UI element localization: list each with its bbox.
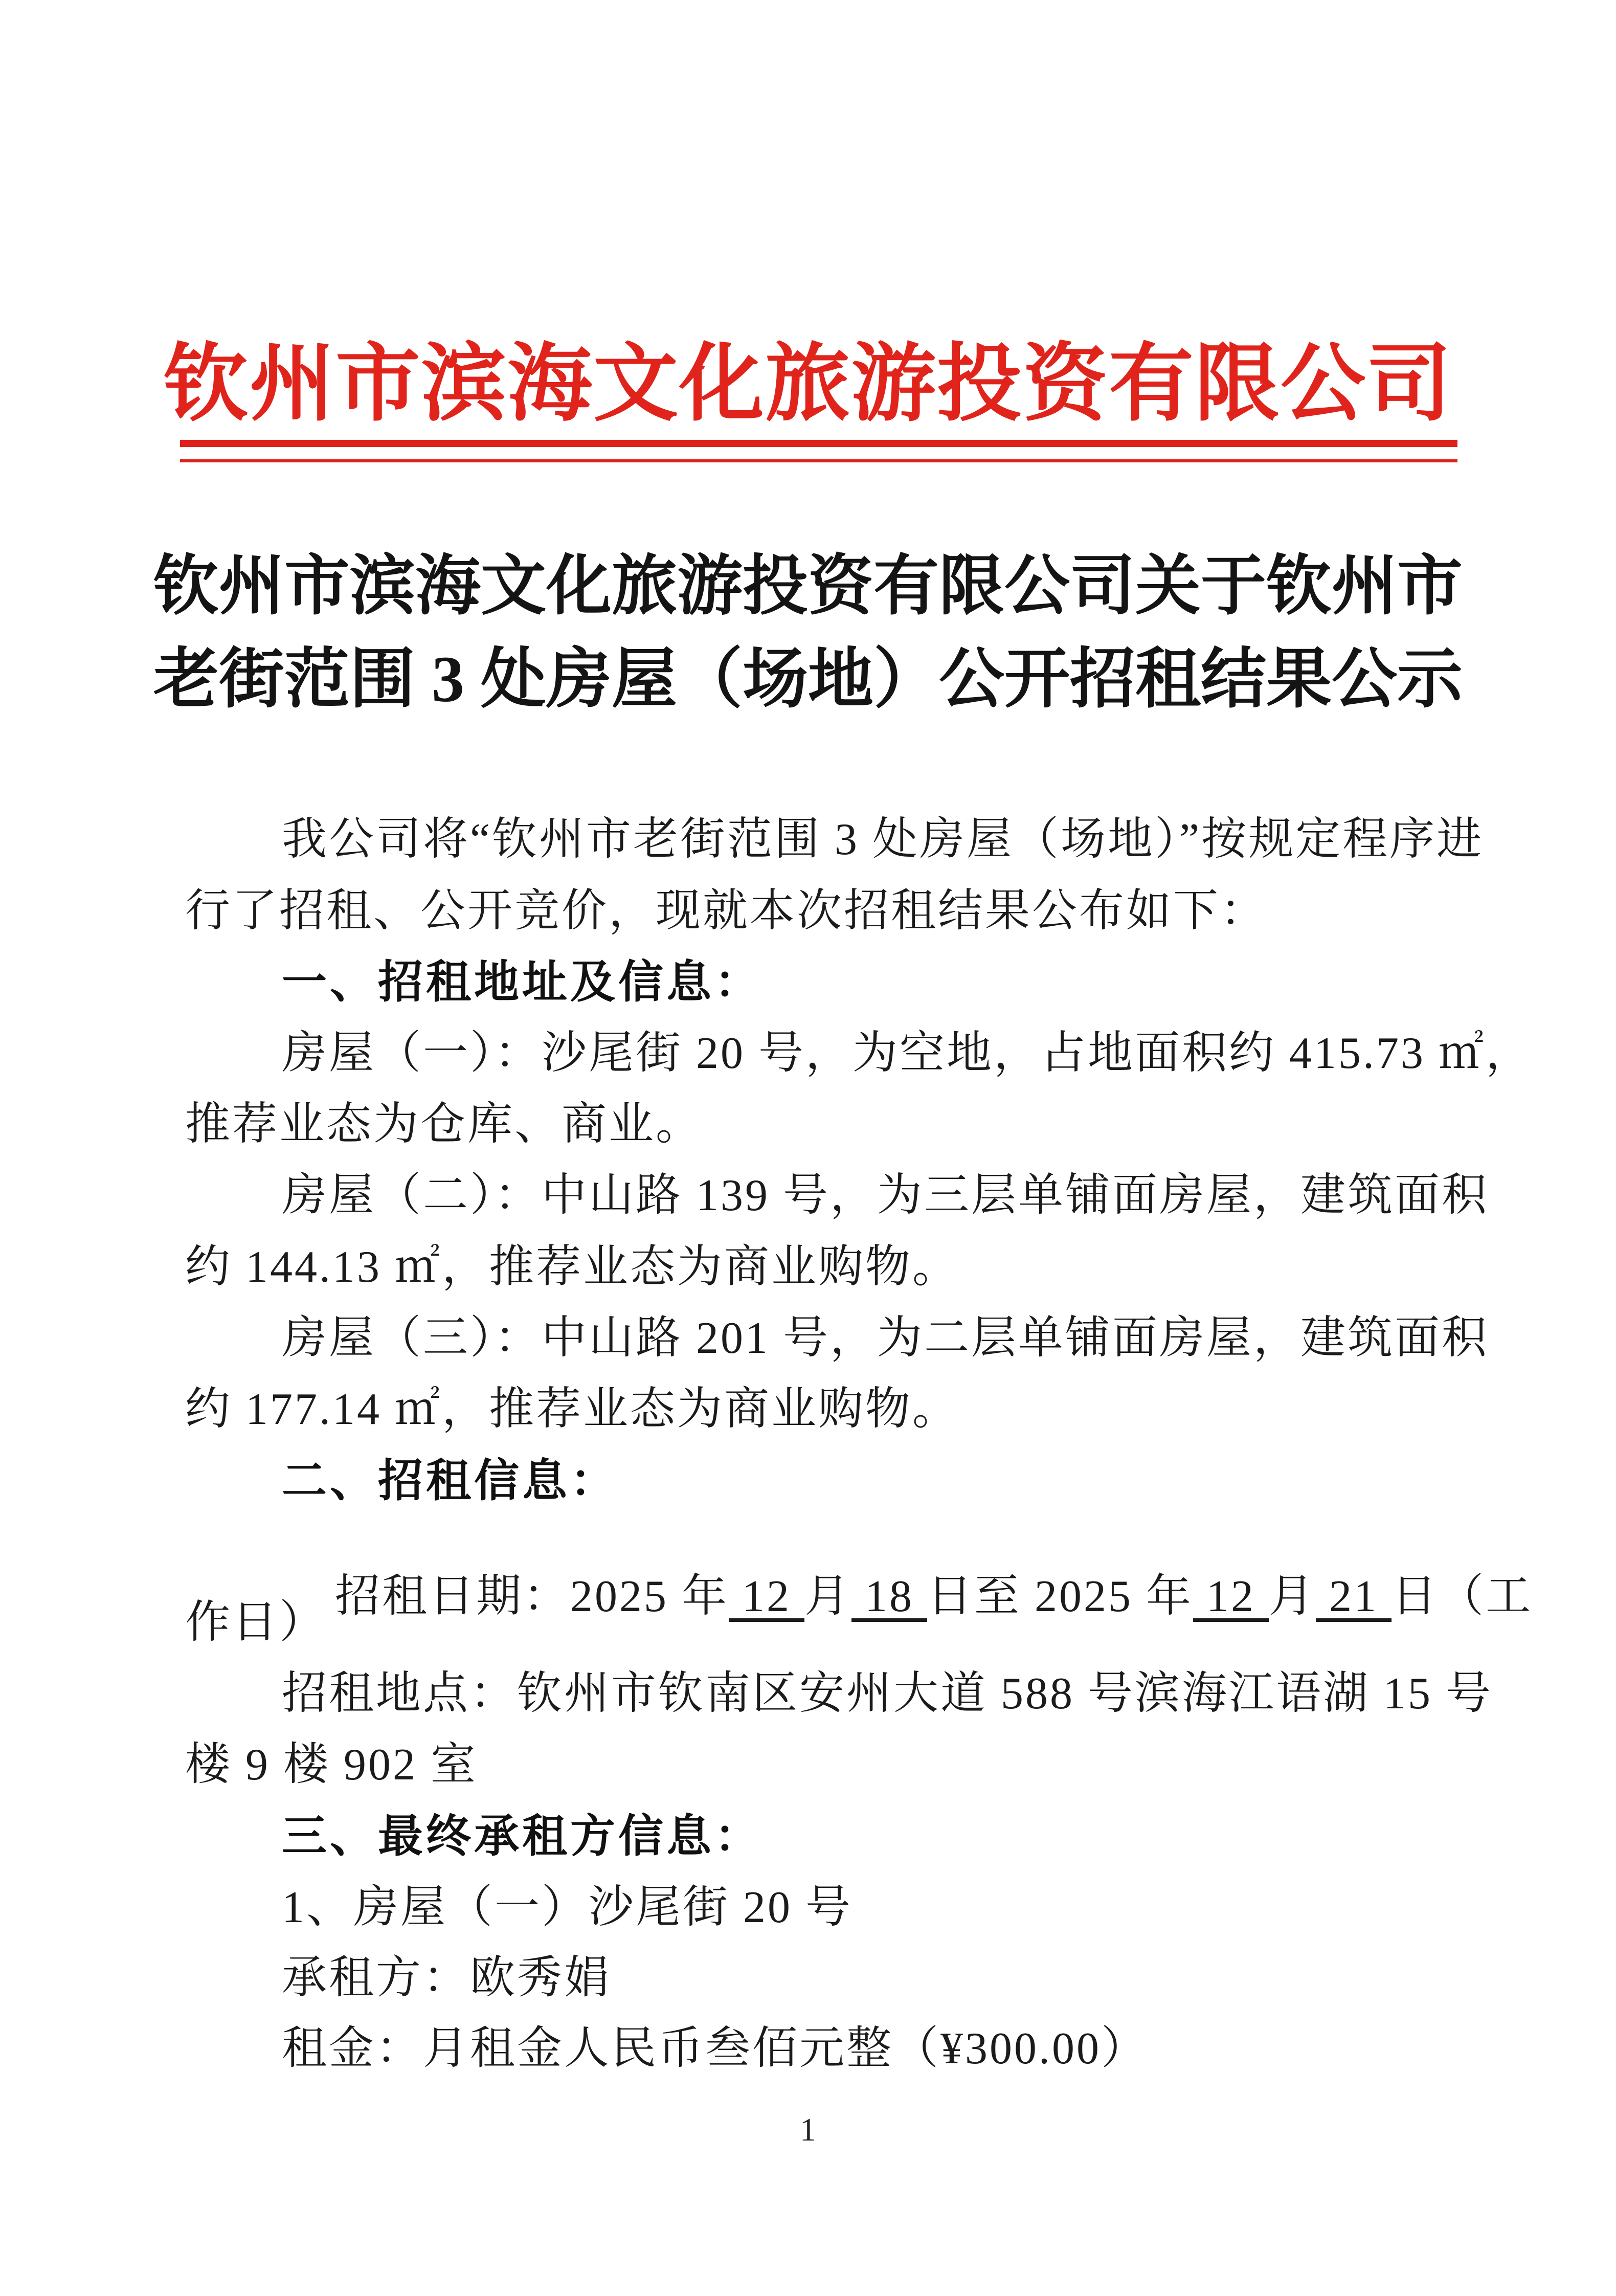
date-segment: 日至 2025 年 [927, 1572, 1194, 1621]
date-segment: 月 [804, 1572, 852, 1621]
section1-heading: 一、招租地址及信息： [282, 956, 763, 1007]
rental-date-line1 [282, 1529, 1533, 1664]
intro-line1: 我公司将“钦州市老街范围 3 处房屋（场地）”按规定程序进 [282, 815, 1484, 864]
date-month2-underlined: 12 [1193, 1572, 1269, 1621]
house3-line1: 房屋（三）：中山路 201 号，为二层单铺面房屋，建筑面积 [282, 1313, 1489, 1363]
document-title-line1: 钦州市滨海文化旅游投资有限公司关于钦州市 [153, 550, 1463, 622]
intro-line2: 行了招租、公开竞价，现就本次招租结果公布如下： [185, 886, 1268, 936]
lessee-item2: 承租方：欧秀娟 [282, 1953, 612, 2003]
section2-heading: 二、招租信息： [282, 1455, 619, 1506]
letterhead-rule-thick [180, 440, 1457, 447]
house1-line2: 推荐业态为仓库、商业。 [185, 1100, 703, 1149]
house2-line1: 房屋（二）：中山路 139 号，为三层单铺面房屋，建筑面积 [282, 1171, 1489, 1220]
rental-location-line1: 招租地点：钦州市钦南区安州大道 588 号滨海江语湖 15 号 [282, 1669, 1493, 1719]
page-number: 1 [800, 2111, 816, 2148]
house1-line1: 房屋（一）：沙尾街 20 号，为空地，占地面积约 415.73 ㎡， [282, 1029, 1533, 1078]
document-title-line2: 老街范围 3 处房屋（场地）公开招租结果公示 [153, 643, 1463, 716]
rental-date-line2: 作日） [185, 1598, 327, 1647]
company-letterhead: 钦州市滨海文化旅游投资有限公司 [164, 337, 1452, 431]
lessee-item1: 1、房屋（一）沙尾街 20 号 [282, 1883, 853, 1932]
house3-line2: 约 177.14 ㎡，推荐业态为商业购物。 [185, 1385, 960, 1434]
house2-line2: 约 144.13 ㎡，推荐业态为商业购物。 [185, 1242, 960, 1292]
letterhead-rule-thin [180, 459, 1457, 462]
date-segment: 日（工 [1391, 1572, 1533, 1621]
date-day1-underlined: 18 [851, 1572, 928, 1621]
date-month1-underlined: 12 [729, 1572, 805, 1621]
section3-heading: 三、最终承租方信息： [282, 1811, 763, 1861]
date-segment: 月 [1269, 1572, 1316, 1621]
date-day2-underlined: 21 [1316, 1572, 1392, 1621]
rental-location-line2: 楼 9 楼 902 室 [185, 1740, 478, 1790]
lessee-item3: 租金：月租金人民币叁佰元整（¥300.00） [282, 2024, 1149, 2074]
date-segment: 招租日期：2025 年 [335, 1572, 729, 1621]
